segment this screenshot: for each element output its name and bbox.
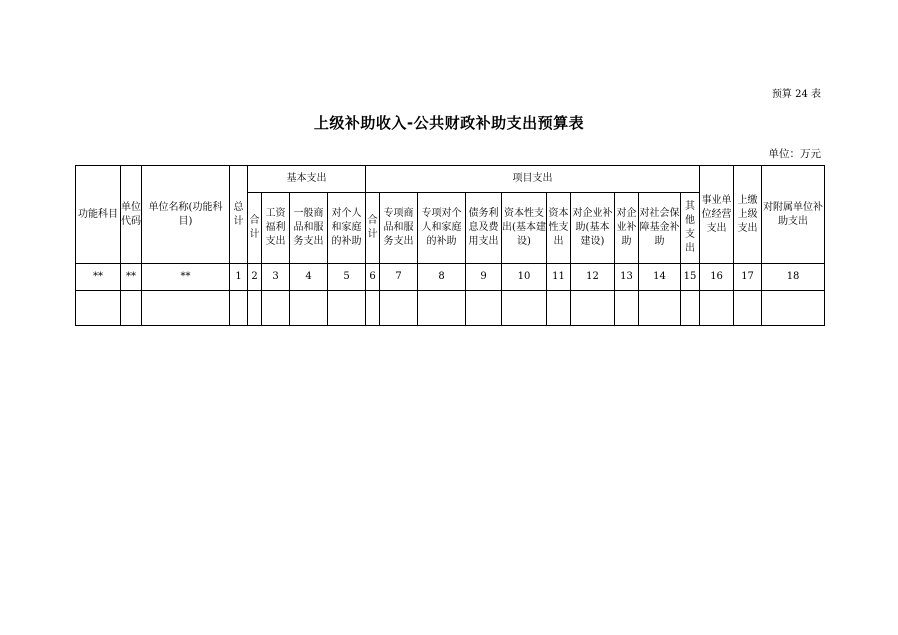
header-total: 总计 xyxy=(230,166,248,264)
data-cell xyxy=(142,291,230,326)
data-cell xyxy=(466,291,502,326)
index-cell: 1 xyxy=(230,264,248,291)
index-cell: 3 xyxy=(262,264,290,291)
data-cell xyxy=(615,291,639,326)
header-project-goods: 专项商品和服务支出 xyxy=(380,193,418,264)
data-cell xyxy=(700,291,734,326)
index-cell: 11 xyxy=(547,264,571,291)
header-project-other: 其他支出 xyxy=(681,193,700,264)
header-project-household: 专项对个人和家庭的补助 xyxy=(418,193,466,264)
data-cell xyxy=(366,291,380,326)
index-cell: 8 xyxy=(418,264,466,291)
index-cell: 9 xyxy=(466,264,502,291)
header-project-debt: 债务利息及费用支出 xyxy=(466,193,502,264)
header-project-group: 项目支出 xyxy=(366,166,700,193)
data-cell xyxy=(502,291,547,326)
table-row xyxy=(76,291,825,326)
unit-label: 单位：万元 xyxy=(768,148,821,160)
header-basic-total: 合计 xyxy=(248,193,262,264)
data-cell xyxy=(734,291,762,326)
budget-table xyxy=(75,165,825,326)
data-cell xyxy=(262,291,290,326)
index-cell: 15 xyxy=(681,264,700,291)
index-cell: ** xyxy=(76,264,121,291)
data-cell xyxy=(762,291,825,326)
index-cell: 16 xyxy=(700,264,734,291)
header-unit-name: 单位名称(功能科目) xyxy=(142,166,230,264)
index-cell: 17 xyxy=(734,264,762,291)
index-cell: 5 xyxy=(328,264,366,291)
header-project-social-security: 对社会保障基金补助 xyxy=(639,193,681,264)
index-cell: 12 xyxy=(571,264,615,291)
data-cell xyxy=(681,291,700,326)
data-cell xyxy=(328,291,366,326)
form-number: 预算 24 表 xyxy=(771,89,821,100)
header-basic-household: 对个人和家庭的补助 xyxy=(328,193,366,264)
data-cell xyxy=(639,291,681,326)
header-project-total: 合计 xyxy=(366,193,380,264)
data-cell xyxy=(121,291,142,326)
header-turn-over: 上缴上级支出 xyxy=(734,166,762,264)
header-basic-goods: 一般商品和服务支出 xyxy=(290,193,328,264)
data-cell xyxy=(290,291,328,326)
data-cell xyxy=(380,291,418,326)
index-cell: 18 xyxy=(762,264,825,291)
header-project-capital-construction: 资本性支出(基本建设) xyxy=(502,193,547,264)
index-cell: 7 xyxy=(380,264,418,291)
index-cell: 4 xyxy=(290,264,328,291)
data-cell xyxy=(248,291,262,326)
index-cell: 6 xyxy=(366,264,380,291)
data-cell xyxy=(230,291,248,326)
header-basic-salary: 工资福利支出 xyxy=(262,193,290,264)
data-cell xyxy=(76,291,121,326)
header-enterprise-op: 事业单位经营支出 xyxy=(700,166,734,264)
index-cell: 2 xyxy=(248,264,262,291)
header-basic-group: 基本支出 xyxy=(248,166,366,193)
header-project-capital: 资本性支出 xyxy=(547,193,571,264)
index-cell: 10 xyxy=(502,264,547,291)
index-cell: 13 xyxy=(615,264,639,291)
data-cell xyxy=(571,291,615,326)
index-row xyxy=(76,264,825,291)
header-func-subject: 功能科目 xyxy=(76,166,121,264)
index-cell: ** xyxy=(121,264,142,291)
page-title: 上级补助收入-公共财政补助支出预算表 xyxy=(313,114,585,132)
index-cell: 14 xyxy=(639,264,681,291)
header-unit-code: 单位代码 xyxy=(121,166,142,264)
data-cell xyxy=(418,291,466,326)
index-cell: ** xyxy=(142,264,230,291)
header-project-enterprise: 对企业补助 xyxy=(615,193,639,264)
data-cell xyxy=(547,291,571,326)
header-affiliated: 对附属单位补助支出 xyxy=(762,166,825,264)
header-project-enterprise-construction: 对企业补助(基本建设) xyxy=(571,193,615,264)
